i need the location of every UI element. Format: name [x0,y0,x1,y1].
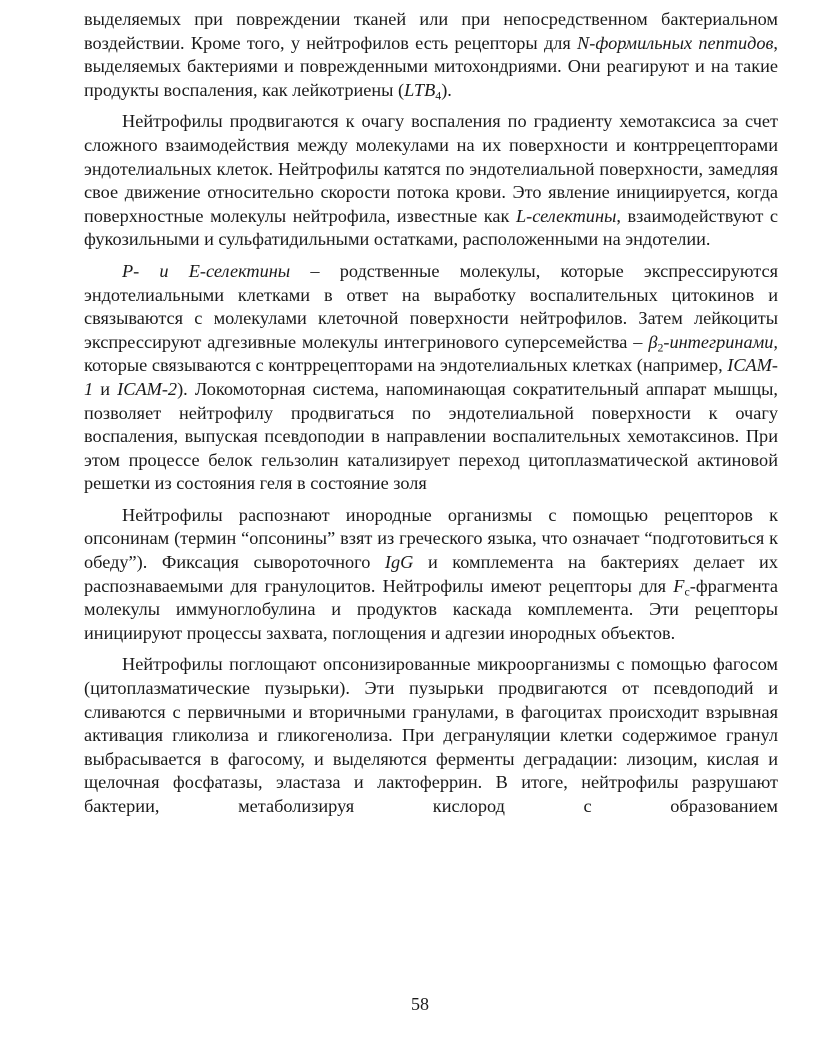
text-span: Нейтрофилы поглощают опсонизированные микроорганизмы с помощью фагосом (цитоплазматические пузырьки). Эти пузырьки продвигаются от псевдоподий и сливаются с первичными и вторичными гранулами, в фагоцитах происходит взрывная активация гликолиза и гликогенолиза. При дегрануляции клетки содержимое гранул выбрасывается в фагосому, и выделяются ферменты деградации: лизоцим, кислая и щелочная фосфатазы, эластаза и лактоферрин. В итоге, нейтрофилы разрушают бактерии, метаболизируя кислород с образованием [84,654,778,816]
text-span: и [93,378,118,399]
paragraph-4 [84,504,778,646]
subscript: c [684,584,690,599]
paragraph-5 [84,653,778,818]
term-fc: F [673,575,685,596]
paragraph-3 [84,260,778,496]
term-l-selectins: L-селектины [515,205,617,226]
term-icam-1: ICAM-1 [84,355,778,399]
term-igg: IgG [384,552,414,573]
term-n-formyl-peptides: N-формильных пептидов [577,32,774,53]
term-beta: β [648,331,658,352]
paragraph-1 [84,8,778,102]
text-span: выделяемых при повреждении тканей или при непосредственном бактериальном воздействии. Кроме того, у нейтрофилов есть рецепторы для [84,9,778,53]
text-span: , взаимодействуют с фукозильными и сульфатидильными остатками, расположенными на эндотелии. [84,205,778,250]
subscript: 4 [435,88,442,103]
text-span: и комплемента на бактериях делает их распознаваемыми для гранулоцитов. Нейтрофилы имеют рецепторы для [84,552,778,596]
term-ltb: LTB [404,79,436,100]
term-icam-2: ICAM-2 [117,378,178,399]
term-integrins: -интегринами, [663,331,778,352]
text-span: -фрагмента молекулы иммуноглобулина и продуктов каскада комплемента. Эти рецепторы инициируют процессы захвата, поглощения и адгезии инородных объектов. [84,575,778,643]
page-number: 58 [411,994,429,1014]
text-span: Нейтрофилы распознают инородные организмы с помощью рецепторов к опсонинам (термин “опсонины” взят из греческого языка, что означает “подготовиться к обеду”). Фиксация сывороточного [84,504,778,573]
text-span: – родственные молекулы, которые экспрессируются эндотелиальными клетками в ответ на выработку воспалительных цитокинов и связываются с молекулами клеточной поверхности нейтрофилов. Затем лейкоциты экспрессируют адгезивные молекулы интегринового суперсемейства – [84,260,778,352]
text-span: ). Локомоторная система, напоминающая сократительный аппарат мышцы, позволяет нейтрофилу продвигаться по эндотелиальной поверхности к очагу воспаления, выпуская псевдоподии в направлении воспалительных хемотаксинов. При этом процессе белок гельзолин катализирует переход цитоплазматической актиновой решетки из состояния геля в состояние золя [84,378,778,494]
text-span: ). [441,79,452,100]
text-span: Нейтрофилы продвигаются к очагу воспаления по градиенту хемотаксиса за счет сложного взаимодействия между молекулами на их поверхности и контррецепторами эндотелиальных клеток. Нейтрофилы катятся по эндотелиальной поверхности, замедляя свое движение относительно скорости потока крови. Это явление инициируется, когда поверхностные молекулы нейтрофила, известные как [84,111,778,226]
text-span: которые связываются с контррецепторами на эндотелиальных клетках (например, [84,355,728,376]
subscript: 2 [657,340,664,355]
term-p-e-selectins: P- и E-селектины [122,260,291,281]
paragraph-2 [84,110,778,252]
text-span: , выделяемых бактериями и поврежденными митохондриями. Они реагируют и на такие продукты воспаления, как лейкотриены ( [84,32,778,100]
